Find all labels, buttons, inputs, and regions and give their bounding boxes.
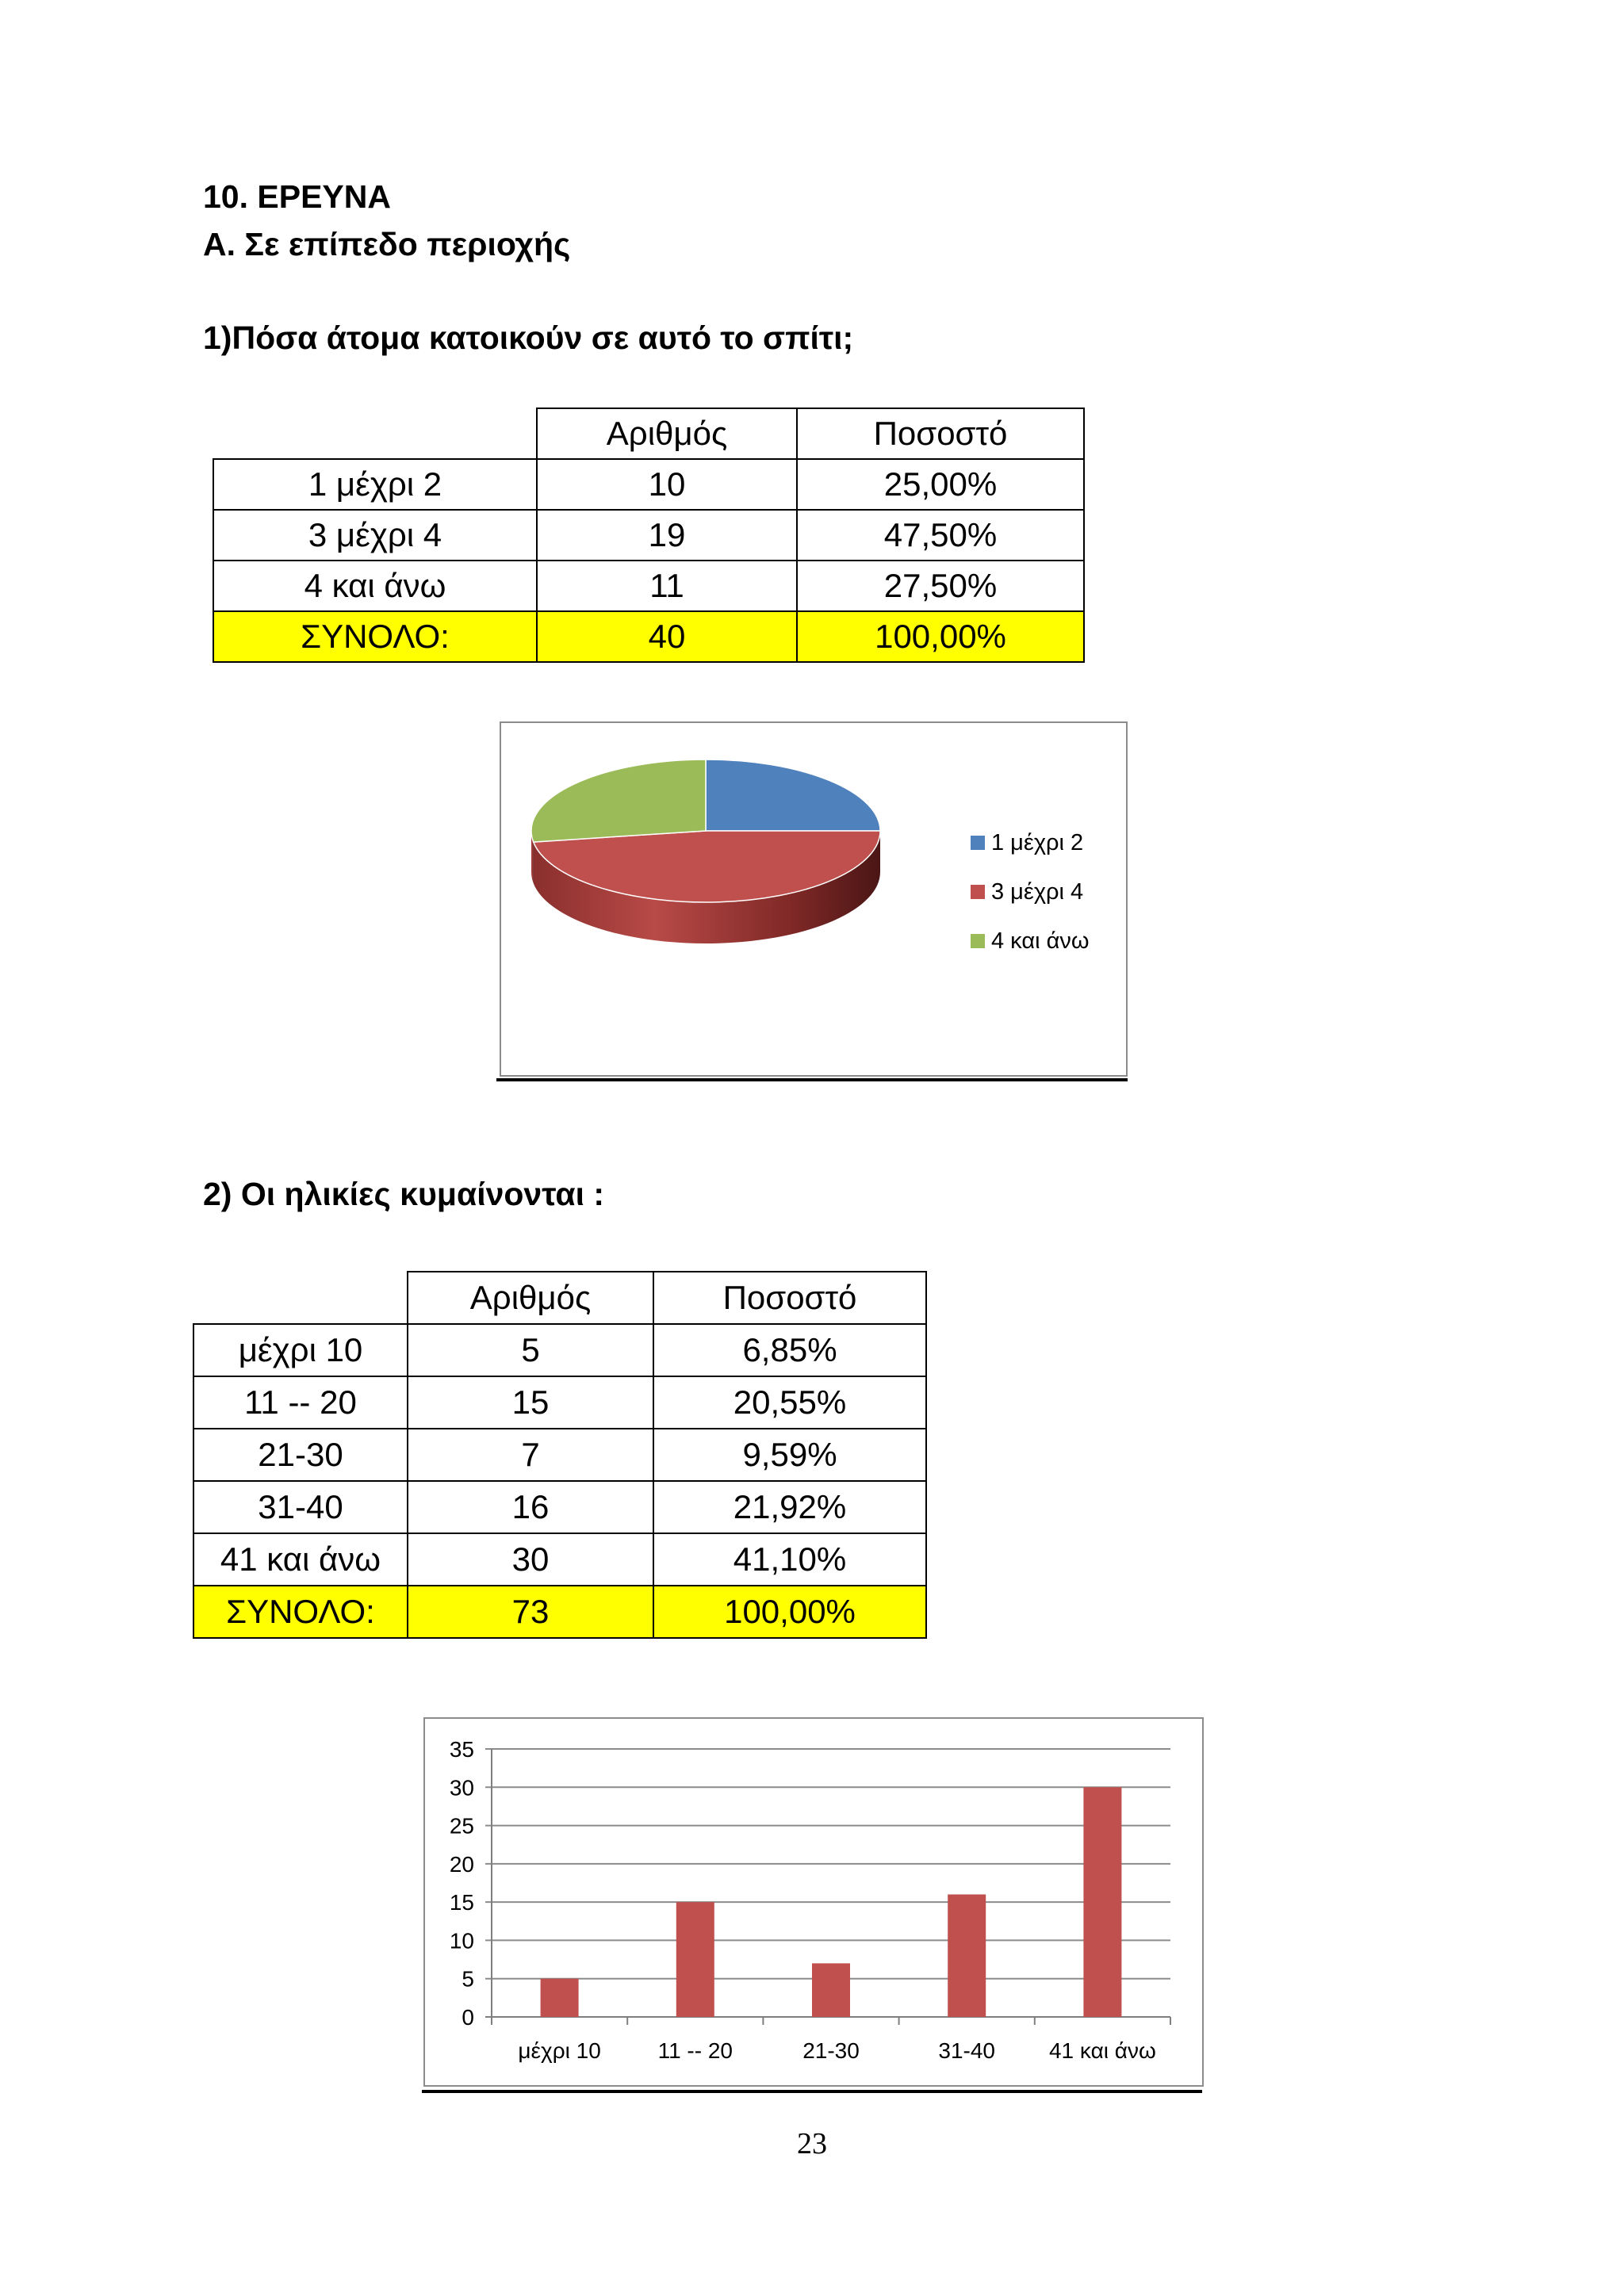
table-header-row [193, 1272, 926, 1324]
table-row [193, 1429, 926, 1481]
table-cell: 15 [408, 1376, 653, 1429]
bar-chart [425, 1719, 1202, 2085]
section-title: 10. ΕΡΕΥΝΑ [203, 178, 391, 215]
table-cell: 73 [408, 1586, 653, 1638]
table-cell: 100,00% [797, 611, 1084, 662]
legend-label: 4 και άνω [991, 928, 1090, 954]
chart-underline [496, 1078, 1128, 1081]
table-cell: 6,85% [653, 1324, 926, 1376]
table-row [213, 561, 1084, 611]
bar [541, 1979, 579, 2017]
bar [812, 1963, 850, 2017]
table-header-cell: Αριθμός [537, 408, 797, 459]
x-tick-label: 41 και άνω [1048, 2038, 1156, 2063]
table-row [193, 1376, 926, 1429]
household-size-table [213, 408, 1085, 663]
table-row [193, 1481, 926, 1533]
y-tick-label: 25 [449, 1813, 474, 1839]
table-cell: 16 [408, 1481, 653, 1533]
legend-swatch [971, 836, 985, 850]
page-number: 23 [797, 2127, 827, 2160]
x-tick-label: 11 -- 20 [657, 2038, 733, 2063]
table-cell: 3 μέχρι 4 [213, 510, 537, 561]
table-row [193, 1533, 926, 1586]
y-tick-label: 20 [449, 1851, 474, 1877]
legend-swatch [971, 934, 985, 948]
table-cell: 100,00% [653, 1586, 926, 1638]
table-cell: 25,00% [797, 459, 1084, 510]
table-header-cell: Αριθμός [408, 1272, 653, 1324]
bar [948, 1894, 986, 2017]
pie-chart-frame [500, 721, 1128, 1077]
question-2-heading: 2) Οι ηλικίες κυμαίνονται : [203, 1176, 605, 1212]
x-tick-label: 21-30 [802, 2038, 860, 2063]
table-cell: 19 [537, 510, 797, 561]
bar [676, 1902, 714, 2017]
table-cell: 1 μέχρι 2 [213, 459, 537, 510]
y-tick-label: 30 [449, 1775, 474, 1800]
pie-slice [531, 760, 706, 842]
y-tick-label: 15 [449, 1890, 474, 1915]
table-cell: 21-30 [193, 1429, 408, 1481]
legend-swatch [971, 885, 985, 899]
pie-chart [501, 723, 1126, 1075]
table-row [213, 510, 1084, 561]
table-cell: 5 [408, 1324, 653, 1376]
table-cell: 27,50% [797, 561, 1084, 611]
table-row [213, 459, 1084, 510]
table-cell: 41,10% [653, 1533, 926, 1586]
table-cell: 31-40 [193, 1481, 408, 1533]
table-header-cell: Ποσοστό [797, 408, 1084, 459]
section-subtitle: Α. Σε επίπεδο περιοχής [203, 226, 571, 262]
x-tick-label: μέχρι 10 [518, 2038, 601, 2063]
table-cell: 4 και άνω [213, 561, 537, 611]
table-cell: μέχρι 10 [193, 1324, 408, 1376]
table-header-cell [193, 1272, 408, 1324]
legend-label: 1 μέχρι 2 [991, 830, 1084, 855]
table-cell: 30 [408, 1533, 653, 1586]
table-cell: 9,59% [653, 1429, 926, 1481]
y-tick-label: 5 [462, 1966, 474, 1992]
table-cell: 21,92% [653, 1481, 926, 1533]
table-header-row [213, 408, 1084, 459]
table-cell: 11 [537, 561, 797, 611]
table-header-cell [213, 408, 537, 459]
y-tick-label: 0 [462, 2005, 474, 2030]
table-cell: 41 και άνω [193, 1533, 408, 1586]
table-cell: 47,50% [797, 510, 1084, 561]
chart-underline [422, 2090, 1202, 2093]
bar [1083, 1787, 1121, 2017]
table-cell: 10 [537, 459, 797, 510]
table-cell: 7 [408, 1429, 653, 1481]
bar-chart-frame [423, 1717, 1204, 2087]
table-header-cell: Ποσοστό [653, 1272, 926, 1324]
table-cell: 11 -- 20 [193, 1376, 408, 1429]
y-tick-label: 35 [449, 1737, 474, 1762]
pie-slice [706, 760, 880, 831]
table-total-row [193, 1586, 926, 1638]
y-tick-label: 10 [449, 1928, 474, 1954]
table-cell: 20,55% [653, 1376, 926, 1429]
table-total-row [213, 611, 1084, 662]
table-row [193, 1324, 926, 1376]
legend-label: 3 μέχρι 4 [991, 879, 1084, 905]
table-cell: 40 [537, 611, 797, 662]
age-range-table [193, 1271, 927, 1639]
x-tick-label: 31-40 [938, 2038, 996, 2063]
table-cell: ΣΥΝΟΛΟ: [193, 1586, 408, 1638]
table-cell: ΣΥΝΟΛΟ: [213, 611, 537, 662]
question-1-heading: 1)Πόσα άτομα κατοικούν σε αυτό το σπίτι; [203, 320, 854, 356]
